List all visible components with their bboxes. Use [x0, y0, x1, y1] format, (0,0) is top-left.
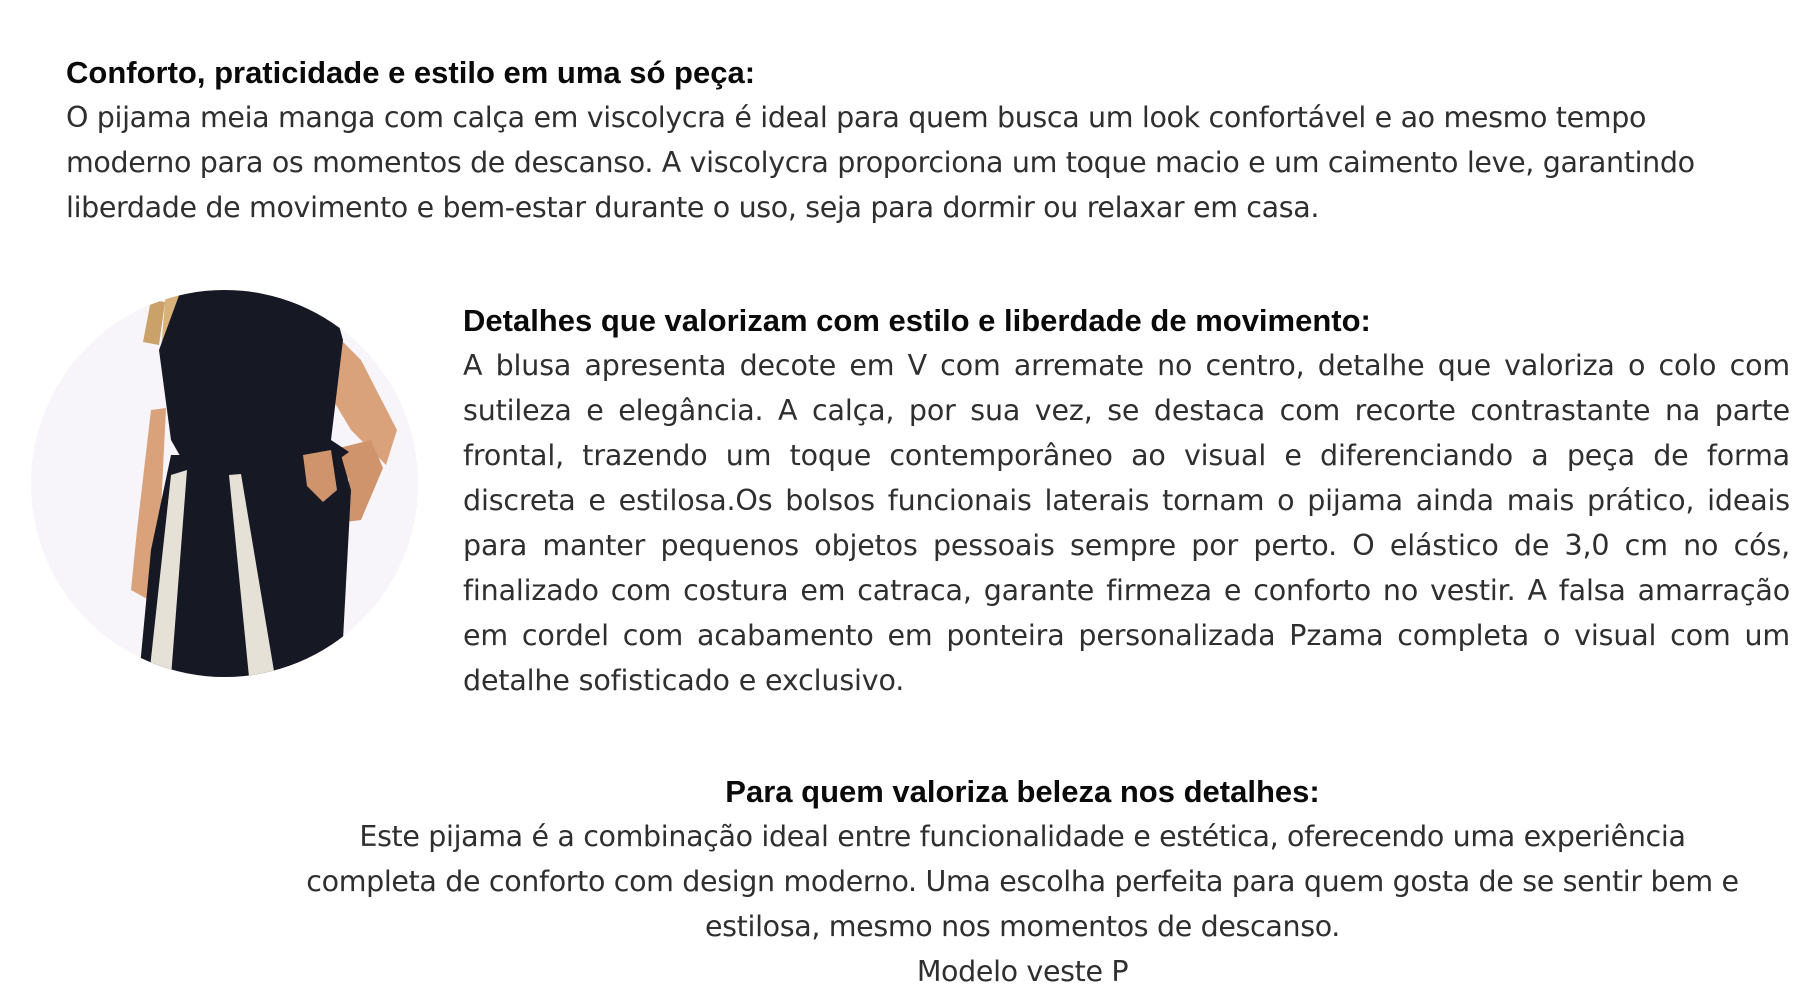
model-size-note: Modelo veste P	[916, 955, 1129, 988]
product-photo	[31, 290, 418, 677]
beauty-section	[245, 769, 1800, 994]
intro-section	[66, 50, 1800, 230]
intro-heading: Conforto, praticidade e estilo em uma só peça:	[66, 55, 756, 90]
beauty-heading: Para quem valoriza beleza nos detalhes:	[725, 774, 1320, 809]
details-section	[463, 298, 1790, 703]
product-photo-illustration	[31, 290, 418, 677]
details-heading: Detalhes que valorizam com estilo e liberdade de movimento:	[463, 303, 1371, 338]
intro-paragraph: O pijama meia manga com calça em viscolycra é ideal para quem busca um look confortável e ao mesmo tempo moderno para os momentos de descanso. A viscolycra proporciona um toque macio e um caimento leve, garantindo liberdade de movimento e bem-estar durante o uso, seja para dormir ou relaxar em casa.	[66, 101, 1695, 224]
beauty-paragraph: Este pijama é a combinação ideal entre funcionalidade e estética, oferecendo uma experiência completa de conforto com design moderno. Uma escolha perfeita para quem gosta de se sentir bem e estilosa, mesmo nos momentos de descanso.	[306, 820, 1739, 943]
details-paragraph: A blusa apresenta decote em V com arremate no centro, detalhe que valoriza o colo com sutileza e elegância. A calça, por sua vez, se destaca com recorte contrastante na parte frontal, trazendo um toque contemporâneo ao visual e diferenciando a peça de forma discreta e estilosa.Os bolsos funcionais laterais tornam o pijama ainda mais prático, ideais para manter pequenos objetos pessoais sempre por perto. O elástico de 3,0 cm no cós, finalizado com costura em catraca, garante firmeza e conforto no vestir. A falsa amarração em cordel com acabamento em ponteira personalizada Pzama completa o visual com um detalhe sofisticado e exclusivo.	[463, 349, 1790, 697]
